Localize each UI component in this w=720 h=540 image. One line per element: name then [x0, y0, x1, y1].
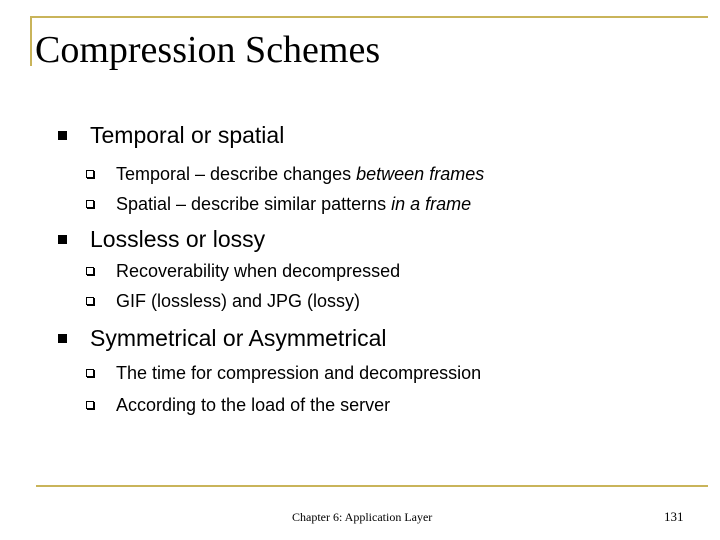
hollow-square-bullet-icon [86, 267, 94, 275]
hollow-square-bullet-icon [86, 200, 94, 208]
filled-square-bullet-icon [58, 131, 67, 140]
hollow-square-bullet-icon [86, 401, 94, 409]
list-item-label: Symmetrical or Asymmetrical [90, 325, 387, 351]
sub-list-item-label: Spatial – describe similar patterns in a frame [116, 194, 472, 214]
list-item-label: Lossless or lossy [90, 226, 266, 252]
list-item-label: Temporal or spatial [90, 122, 285, 148]
sub-list-item-label: The time for compression and decompression [116, 363, 482, 383]
page-number: 131 [664, 509, 684, 524]
filled-square-bullet-icon [58, 235, 67, 244]
hollow-square-bullet-icon [86, 297, 94, 305]
sub-list-item-label: Recoverability when decompressed [116, 261, 401, 281]
title-rule-left [30, 16, 32, 66]
sub-list-item-label: According to the load of the server [116, 395, 391, 415]
hollow-square-bullet-icon [86, 369, 94, 377]
filled-square-bullet-icon [58, 334, 67, 343]
sub-list-item-label: GIF (lossless) and JPG (lossy) [116, 291, 361, 311]
emphasis-text: in a frame [391, 194, 472, 214]
slide-title: Compression Schemes [35, 29, 381, 71]
footer-text: Chapter 6: Application Layer [292, 510, 433, 524]
sub-list-item-label: Temporal – describe changes between frames [116, 164, 485, 184]
footer-rule [36, 485, 708, 487]
emphasis-text: between frames [356, 164, 485, 184]
title-rule-top [30, 16, 708, 18]
hollow-square-bullet-icon [86, 170, 94, 178]
